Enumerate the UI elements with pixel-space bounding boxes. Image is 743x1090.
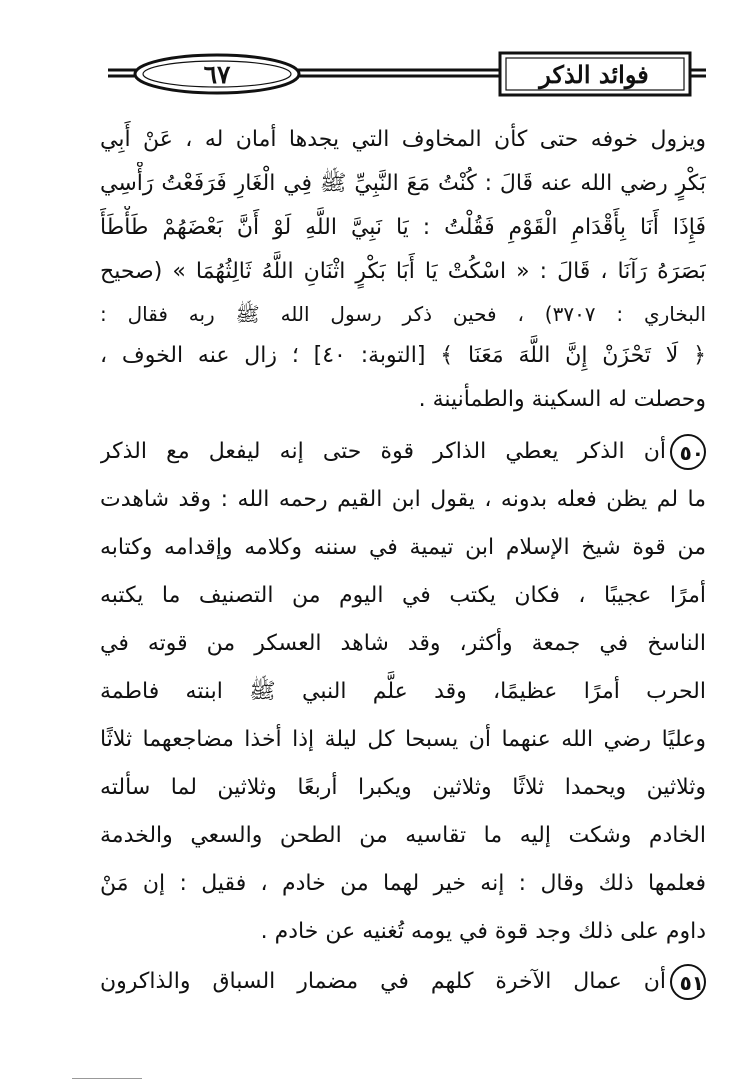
text-line-18: داوم على ذلك وجد قوة في يومه تُغنيه عن خادم . <box>260 919 706 944</box>
page-header <box>108 50 706 98</box>
page-number: ٦٧ <box>203 60 231 89</box>
text-line-9: ما لم يظن فعله بدونه ، يقول ابن القيم رحمه الله : وقد شاهدت <box>100 487 706 512</box>
point-51-line <box>100 960 706 1004</box>
text-line-14: وعليًا رضي الله عنهما أن يسبحا كل ليلة إذا أخذا مضاجعهما ثلاثًا <box>100 727 706 752</box>
text-line-11: أمرًا عجيبًا ، فكان يكتب في اليوم من التصنيف ما يكتبه <box>100 583 706 608</box>
running-title: فوائد الذكر <box>539 60 649 89</box>
text-line-17: فعلمها ذلك وقال : إنه خير لهما من خادم ، فقيل : إن مَنْ <box>100 871 706 896</box>
text-line-13: الحرب أمرًا عظيمًا، وقد علَّم النبي ﷺ ابنته فاطمة <box>100 679 706 704</box>
text-line-1: ويزول خوفه حتى كأن المخاوف التي يجدها أمان له ، عَنْ أَبِي <box>100 127 706 152</box>
text-line-3: فَإِذَا أَنَا بِأَقْدَامِ الْقَوْمِ فَقُلْتُ : يَا نَبِيَّ اللَّهِ لَوْ أَنَّ بَعْضَهُمْ طَأْطَأَ <box>100 215 706 240</box>
text-line-19: أن عمال الآخرة كلهم في مضمار السباق والذاكرون <box>100 969 666 994</box>
text-line-15: وثلاثين ويحمدا ثلاثًا وثلاثين ويكبرا أربعًا وثلاثين لما سألته <box>100 775 706 800</box>
footer-rule <box>72 1078 142 1079</box>
point-50-line <box>100 430 706 474</box>
text-line-7: وحصلت له السكينة والطمأنينة . <box>418 387 706 412</box>
text-line-2: بَكْرٍ رضي الله عنه قَالَ : كُنْتُ مَعَ النَّبِيِّ ﷺ فِي الْغَارِ فَرَفَعْتُ رَأْسِي <box>100 171 706 196</box>
text-line-16: الخادم وشكت إليه ما تقاسيه من الطحن والسعي والخدمة <box>100 823 706 848</box>
point-number-50: ٥٠ <box>670 434 706 470</box>
text-line-6: ﴿ لَا تَحْزَنْ إِنَّ اللَّهَ مَعَنَا ﴾ [التوبة: ٤٠] ؛ زال عنه الخوف ، <box>100 343 706 368</box>
point-number-51: ٥١ <box>670 964 706 1000</box>
text-line-8: أن الذكر يعطي الذاكر قوة حتى إنه ليفعل مع الذكر <box>100 439 666 464</box>
text-line-5: البخاري : ٣٧٠٧) ، فحين ذكر رسول الله ﷺ ربه فقال : <box>100 302 706 326</box>
text-line-4: بَصَرَهُ رَآنَا ، قَالَ : « اسْكُتْ يَا أَبَا بَكْرٍ اثْنَانِ اللَّهُ ثَالِثُهُمَا » (صحيح <box>100 259 706 284</box>
text-line-12: الناسخ في جمعة وأكثر، وقد شاهد العسكر من قوته في <box>100 631 706 656</box>
text-line-10: من قوة شيخ الإسلام ابن تيمية في سننه وكلامه وإقدامه وكتابه <box>100 535 706 560</box>
